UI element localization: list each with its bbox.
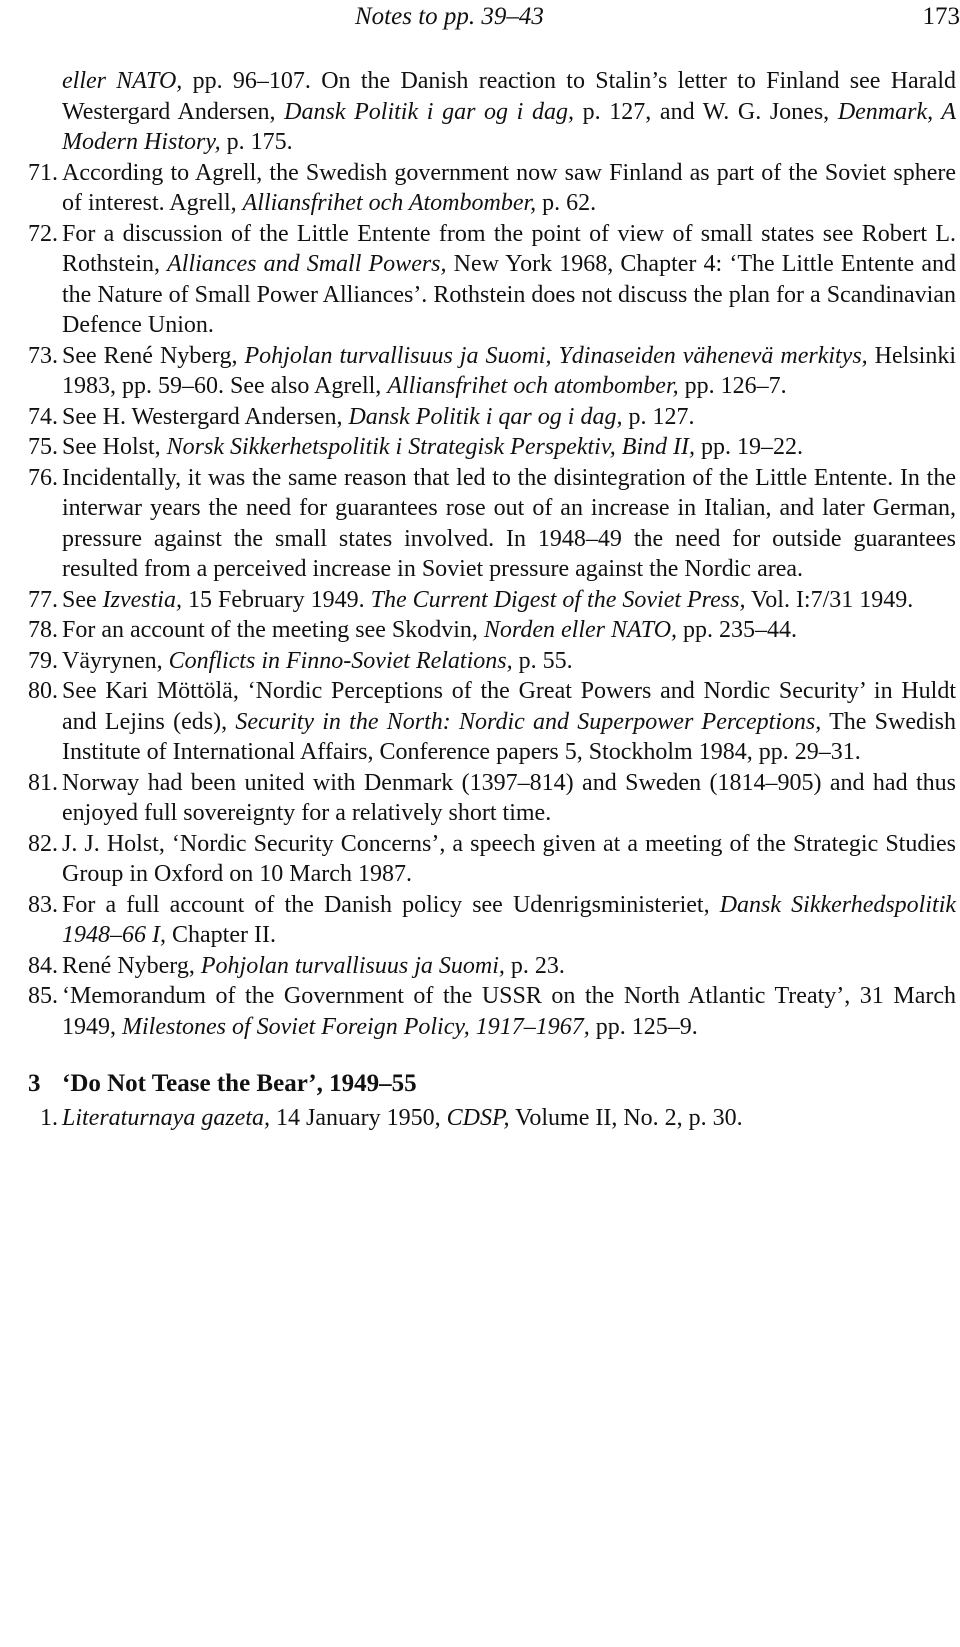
text-run: Chapter II. (166, 922, 276, 948)
italic-title: Izvestia, (102, 586, 182, 613)
text-run: Norway had been united with Denmark (1397–814) and Sweden (1814–905) and had thus enjoyed full sovereignty for a relatively short time. (62, 769, 956, 826)
endnote-text (62, 768, 956, 829)
endnote (28, 341, 956, 402)
text-run: Vol. I:7/31 1949. (745, 586, 914, 613)
endnote (28, 951, 956, 982)
italic-title: Alliansfrihet och atombomber, (387, 373, 679, 399)
text-run: For a discussion of the Little Entente from the point of view of small states see Robert L. Rothstein, (62, 220, 956, 277)
text-run: p. 55. (512, 647, 573, 674)
page-number: 173 (922, 3, 960, 30)
text-run: J. J. Holst, ‘Nordic Security Concerns’, a speech given at a meeting of the Strategic Studies Group in Oxford on 10 March 1987. (62, 830, 956, 887)
chapter-number: 3 (28, 1070, 41, 1097)
endnote-text (62, 341, 956, 402)
italic-title: Denmark, A Modern History, (62, 98, 956, 155)
endnote-number: 1. (40, 1105, 58, 1131)
text-run: Volume II, No. 2, p. 30. (509, 1105, 743, 1131)
endnotes-list (28, 66, 956, 1134)
endnote (28, 615, 956, 646)
chapter-title: ‘Do Not Tease the Bear’, 1949–55 (62, 1070, 417, 1097)
endnote (28, 158, 956, 219)
text-run: p. 127. (622, 403, 695, 430)
italic-title: Alliansfrihet och Atombomber, (242, 190, 537, 216)
text-run: For an account of the meeting see Skodvin, (62, 617, 484, 643)
endnote (28, 219, 956, 341)
text-run: Helsinki 1983, pp. 59–60. See also Agrell, (62, 342, 957, 399)
endnote (28, 981, 956, 1042)
endnote (28, 646, 956, 677)
endnote-text (62, 1103, 956, 1134)
text-run: p. 127, and W. G. Jones, (574, 98, 838, 125)
text-run: See H. Westergard Andersen, (62, 403, 349, 430)
endnote-number: 76. (28, 464, 58, 491)
chapter-heading (28, 1068, 956, 1099)
italic-title: Alliances and Small Powers, (167, 251, 447, 277)
italic-title: Dansk Politik i qar og i dag, (348, 403, 623, 430)
endnote-number: 83. (28, 891, 58, 918)
endnote-text (62, 951, 956, 982)
chapter-3-notes (28, 1103, 956, 1134)
endnote-text (62, 646, 956, 677)
text-run: 15 February 1949. (181, 586, 371, 613)
endnote-text (62, 66, 956, 158)
endnote-text (62, 676, 956, 768)
text-run: pp. 126–7. (678, 373, 787, 399)
endnote (28, 676, 956, 768)
text-run: pp. 96–107. On the Danish reaction to Stalin’s letter to Finland see Harald Westergard Andersen, (62, 68, 956, 125)
text-run: 14 January 1950, (270, 1105, 447, 1131)
text-run: The Swedish Institute of International Affairs, Conference papers 5, Stockholm 1984, pp. 29–31. (62, 708, 957, 765)
italic-title: Milestones of Soviet Foreign Policy, 1917–1967, (122, 1013, 590, 1040)
text-run: pp. 235–44. (677, 617, 798, 643)
endnote (28, 463, 956, 585)
endnote-text (62, 890, 956, 951)
endnote-number: 84. (28, 952, 58, 979)
endnote-text (62, 158, 956, 219)
text-run: See René Nyberg, (62, 342, 245, 369)
endnote-text (62, 829, 956, 890)
italic-title: Norden eller NATO, (483, 617, 678, 643)
italic-title: CDSP, (446, 1105, 510, 1131)
endnote-number: 78. (28, 617, 58, 643)
endnote-text (62, 219, 956, 341)
text-run: ‘Memorandum of the Government of the USSR on the North Atlantic Treaty’, 31 March 1949, (62, 983, 956, 1040)
text-run: New York 1968, Chapter 4: ‘The Little Entente and the Nature of Small Power Alliances’. Rothstein does not discuss the plan for a Scandinavian Defence Union. (62, 251, 956, 338)
endnote-number: 71. (28, 159, 58, 186)
italic-title: The Current Digest of the Soviet Press, (370, 586, 746, 613)
endnote-number: 74. (28, 403, 58, 430)
endnote-text (62, 615, 956, 646)
text-run: Incidentally, it was the same reason that led to the disintegration of the Little Entente. In the interwar years the need for guarantees rose out of an increase in Italian, and later German, pressure against the small states involved. In 1948–49 the need for outside guarantees resulted from a perceived increase in Soviet pressure against the Nordic area. (62, 464, 956, 582)
italic-title: Dansk Sikkerhedspolitik 1948–66 I, (62, 891, 957, 948)
italic-title: Conflicts in Finno-Soviet Relations, (168, 647, 513, 674)
text-run: p. 62. (536, 190, 597, 216)
italic-title: eller NATO, (62, 68, 183, 94)
endnote (28, 1103, 956, 1134)
italic-title: Pohjolan turvallisuus ja Suomi, Ydinaseiden vähenevä merkitys, (244, 342, 868, 369)
text-run: Väyrynen, (62, 647, 169, 674)
endnote-number: 73. (28, 342, 58, 369)
text-run: p. 175. (220, 129, 293, 155)
text-run: pp. 19–22. (695, 434, 803, 460)
endnote-number: 85. (28, 983, 58, 1009)
italic-title: Literaturnaya gazeta, (62, 1105, 270, 1131)
text-run: pp. 125–9. (589, 1013, 698, 1040)
endnote (28, 432, 956, 463)
endnote-number: 77. (28, 586, 58, 613)
endnote-text (62, 585, 956, 616)
endnote-number: 80. (28, 678, 58, 704)
endnote (28, 890, 956, 951)
italic-title: Pohjolan turvallisuus ja Suomi, (200, 952, 505, 979)
endnote (28, 829, 956, 890)
text-run: See (62, 586, 103, 613)
italic-title: Norsk Sikkerhetspolitik i Strategisk Perspektiv, Bind II, (166, 434, 695, 460)
endnote-text (62, 402, 956, 433)
endnote-number: 82. (28, 830, 58, 857)
italic-title: Security in the North: Nordic and Superpower Perceptions, (235, 708, 822, 735)
endnote-text (62, 981, 956, 1042)
endnote-text (62, 432, 956, 463)
text-run: For a full account of the Danish policy see Udenrigsministeriet, (62, 891, 720, 918)
endnote (28, 768, 956, 829)
text-run: p. 23. (504, 952, 565, 979)
endnote (28, 66, 956, 158)
endnote (28, 402, 956, 433)
text-run: René Nyberg, (62, 952, 201, 979)
text-run: According to Agrell, the Swedish government now saw Finland as part of the Soviet sphere of interest. Agrell, (62, 159, 956, 216)
endnote-number: 72. (28, 220, 58, 247)
endnote-number: 75. (28, 434, 58, 460)
endnote-number: 79. (28, 647, 58, 674)
text-run: See Kari Möttölä, ‘Nordic Perceptions of the Great Powers and Nordic Security’ in Huldt and Lejins (eds), (62, 678, 956, 735)
chapter-2-notes (28, 66, 956, 1042)
endnote-text (62, 463, 956, 585)
text-run: See Holst, (62, 434, 167, 460)
running-head: Notes to pp. 39–43 (355, 3, 544, 30)
italic-title: Dansk Politik i gar og i dag, (284, 98, 574, 125)
endnote-number: 81. (28, 769, 58, 796)
endnote (28, 585, 956, 616)
